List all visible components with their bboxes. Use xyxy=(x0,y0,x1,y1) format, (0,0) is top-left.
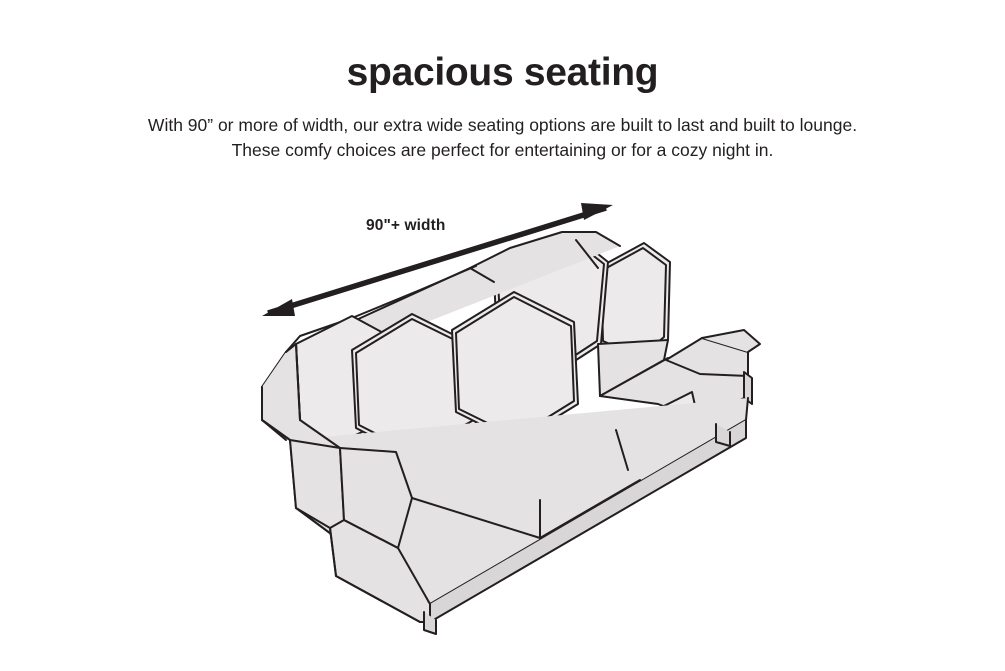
page-title: spacious seating xyxy=(346,51,659,94)
dimension-label: 90"+ width xyxy=(366,217,446,234)
description-line-1: With 90” or more of width, our extra wide seating options are built to last and built to lounge. xyxy=(147,115,858,135)
description-line-2: These comfy choices are perfect for entertaining or for a cozy night in. xyxy=(231,140,774,161)
